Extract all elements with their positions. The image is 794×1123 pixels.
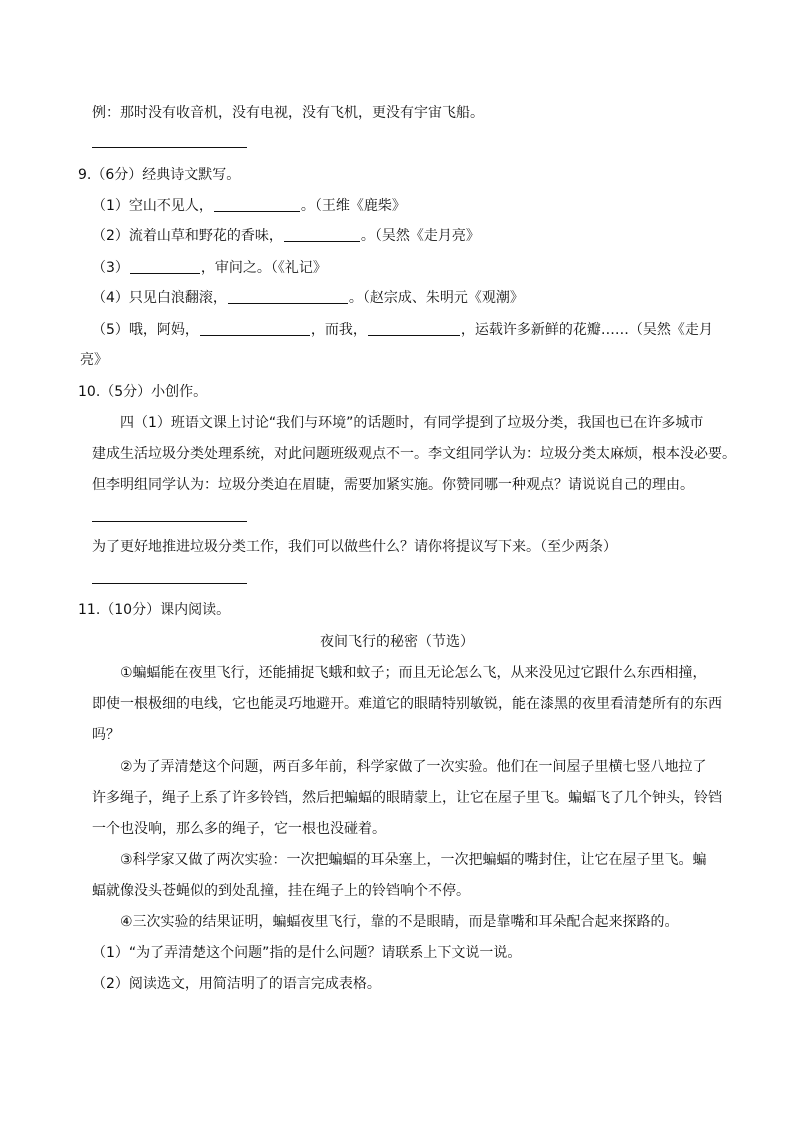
q11-subquestion-2: （2）阅读选文，用简洁明了的语言完成表格。 bbox=[92, 976, 381, 992]
q11-header: 11.（10分）课内阅读。 bbox=[78, 602, 231, 618]
passage-p4: ④三次实验的结果证明，蝙蝠夜里飞行，靠的不是眼睛，而是靠嘴和耳朵配合起来探路的。 bbox=[120, 914, 679, 930]
fill-blank[interactable] bbox=[214, 197, 300, 212]
q9-header: 9.（6分）经典诗文默写。 bbox=[78, 167, 241, 183]
q9-item-4 bbox=[92, 288, 524, 308]
example-sentence: 例：那时没有收音机，没有电视，没有飞机，更没有宇宙飞船。 bbox=[92, 105, 484, 121]
item-number: （5） bbox=[92, 322, 129, 338]
item-source: 。（赵宗成、朱明元《观潮》 bbox=[348, 290, 524, 306]
q10-question-2: 为了更好地推进垃圾分类工作，我们可以做些什么？请你将提议写下来。（至少两条） bbox=[92, 539, 617, 555]
fill-blank[interactable] bbox=[130, 259, 200, 274]
q10-paragraph-line-1: 四（1）班语文课上讨论“我们与环境”的话题时，有同学提到了垃圾分类，我国也已在许多城市 bbox=[120, 415, 704, 431]
answer-line[interactable] bbox=[92, 583, 247, 584]
passage-p3-line-2: 蝠就像没头苍蝇似的到处乱撞，挂在绳子上的铃铛响个不停。 bbox=[92, 883, 470, 899]
passage-p1-line-1: ①蝙蝠能在夜里飞行，还能捕捉飞蛾和蚊子；而且无论怎么飞，从来没见过它跟什么东西相撞， bbox=[120, 665, 707, 681]
passage-p2-line-1: ②为了弄清楚这个问题，两百多年前，科学家做了一次实验。他们在一间屋子里横七竖八地拉了 bbox=[120, 759, 707, 775]
fill-blank[interactable] bbox=[284, 227, 360, 242]
q10-paragraph-line-2: 建成生活垃圾分类处理系统，对此问题班级观点不一。李文组同学认为：垃圾分类太麻烦，根本没必要。 bbox=[92, 446, 736, 462]
item-source: ，审问之。（《礼记》 bbox=[200, 260, 327, 276]
item-number: （4） bbox=[92, 290, 129, 306]
q10-header: 10.（5分）小创作。 bbox=[78, 384, 208, 400]
q9-item-3 bbox=[92, 258, 327, 278]
item-number: （3） bbox=[92, 260, 129, 276]
item-text: 流着山草和野花的香味， bbox=[128, 228, 283, 244]
passage-p1-line-3: 吗？ bbox=[92, 727, 120, 743]
passage-p3-line-1: ③科学家又做了两次实验：一次把蝙蝠的耳朵塞上，一次把蝙蝠的嘴封住，让它在屋子里飞。蝙 bbox=[120, 852, 707, 868]
q11-subquestion-1: （1）“为了弄清楚这个问题”指的是什么问题？请联系上下文说一说。 bbox=[92, 945, 522, 961]
answer-line[interactable] bbox=[92, 147, 247, 148]
item-source: 。（王维《鹿柴》 bbox=[300, 198, 406, 214]
answer-line[interactable] bbox=[92, 521, 247, 522]
item-text-mid: ，而我， bbox=[310, 322, 367, 338]
item-text: 空山不见人， bbox=[128, 198, 213, 214]
fill-blank[interactable] bbox=[228, 289, 348, 304]
item-source: ，运载许多新鲜的花瓣……（吴然《走月 bbox=[460, 322, 713, 338]
passage-title: 夜间飞行的秘密（节选） bbox=[320, 634, 474, 650]
fill-blank[interactable] bbox=[368, 321, 460, 336]
q9-item-2 bbox=[92, 226, 480, 246]
q9-item-1 bbox=[92, 196, 406, 216]
passage-p2-line-2: 许多绳子，绳子上系了许多铃铛，然后把蝙蝠的眼睛蒙上，让它在屋子里飞。蝙蝠飞了几个钟头，铃铛 bbox=[92, 790, 722, 806]
fill-blank[interactable] bbox=[200, 321, 310, 336]
q9-item-5 bbox=[92, 320, 713, 340]
item-number: （2） bbox=[92, 228, 129, 244]
item-text: 只见白浪翻滚， bbox=[128, 290, 227, 306]
item-text: 哦，阿妈， bbox=[128, 322, 199, 338]
q9-item-5-continued: 亮》 bbox=[80, 352, 108, 368]
item-number: （1） bbox=[92, 198, 129, 214]
q10-paragraph-line-3: 但李明组同学认为：垃圾分类迫在眉睫，需要加紧实施。你赞同哪一种观点？请说说自己的理由。 bbox=[92, 477, 694, 493]
passage-p1-line-2: 即使一根极细的电线，它也能灵巧地避开。难道它的眼睛特别敏锐，能在漆黑的夜里看清楚所有的东西 bbox=[92, 696, 722, 712]
item-source: 。（吴然《走月亮》 bbox=[360, 228, 480, 244]
passage-p2-line-3: 一个也没响，那么多的绳子，它一根也没碰着。 bbox=[92, 821, 386, 837]
